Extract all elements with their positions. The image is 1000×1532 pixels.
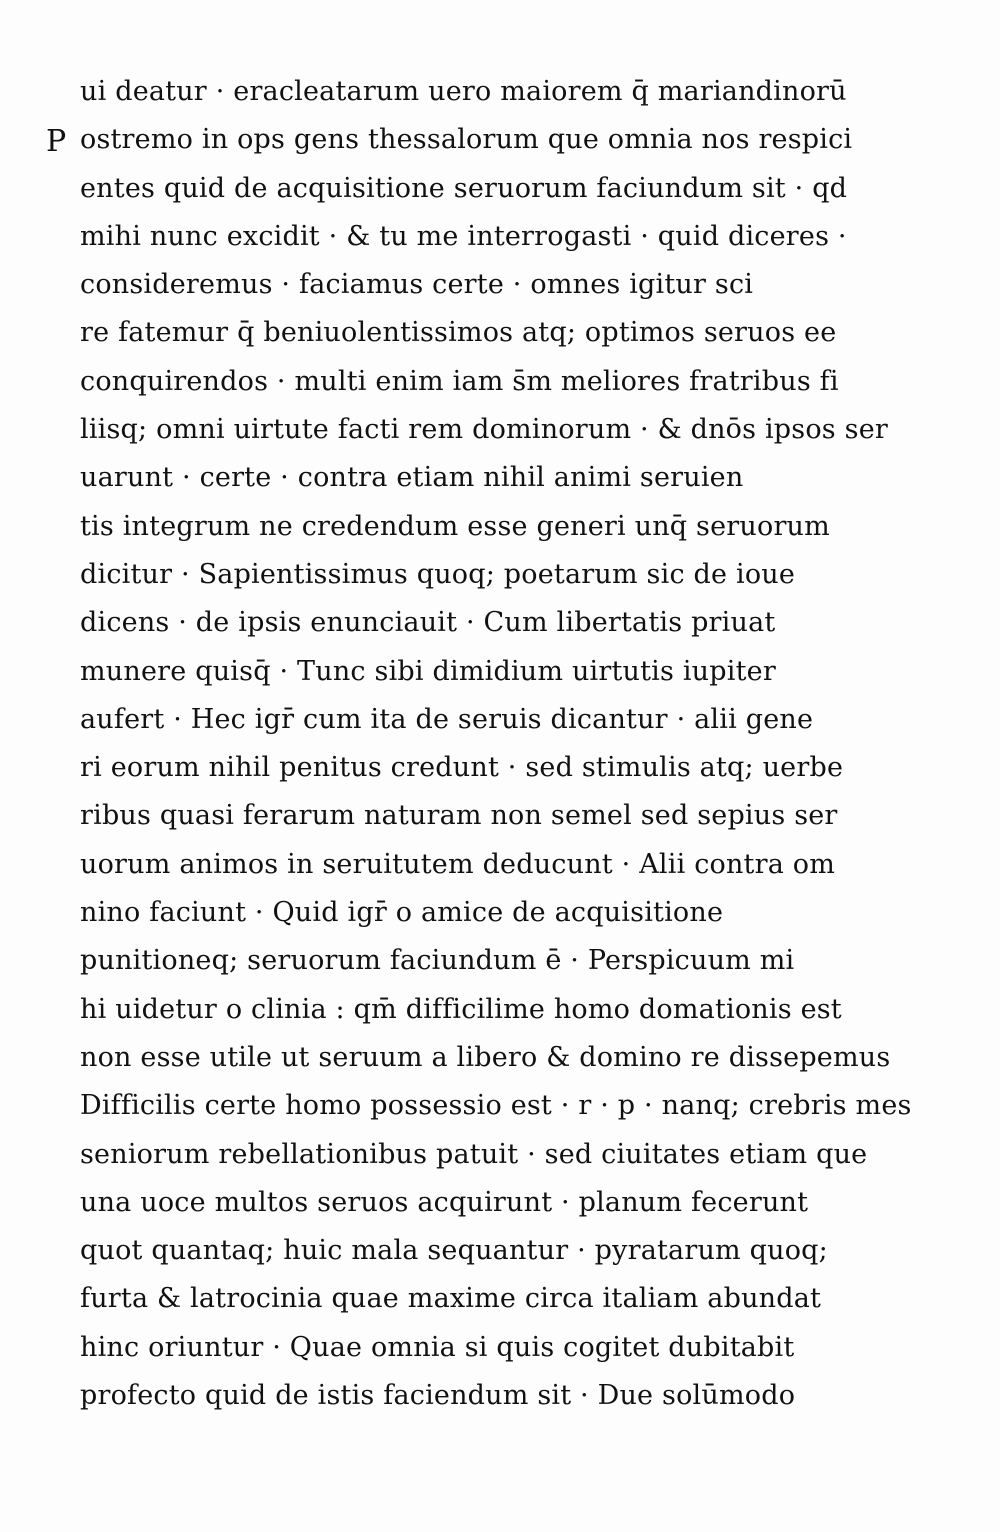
text-line: hi uidetur o clinia : qm̄ difficilime homo domationis est: [80, 993, 842, 1025]
text-line: punitioneq; seruorum faciundum ē · Perspicuum mi: [80, 945, 795, 977]
text-line: nino faciunt · Quid igr̄ o amice de acquisitione: [80, 897, 724, 929]
text-line: furta & latrocinia quae maxime circa italiam abundat: [80, 1283, 822, 1315]
text-line: uorum animos in seruitutem deducunt · Alii contra om: [80, 848, 836, 880]
text-line: uarunt · certe · contra etiam nihil animi seruien: [80, 462, 744, 494]
margin-initial: P: [46, 124, 67, 159]
text-line: ostremo in ops gens thessalorum que omnia nos respici: [80, 124, 853, 156]
text-line: re fatemur q̄ beniuolentissimos atq; optimos seruos ee: [80, 317, 837, 349]
text-line: mihi nunc excidit · & tu me interrogasti · quid diceres ·: [80, 220, 847, 252]
text-line: consideremus · faciamus certe · omnes igitur sci: [80, 269, 754, 301]
text-line: quot quantaq; huic mala sequantur · pyratarum quoq;: [80, 1235, 828, 1267]
text-line: conquirendos · multi enim iam s̄m meliores fratribus fi: [80, 365, 839, 397]
text-line: liisq; omni uirtute facti rem dominorum · & dnōs ipsos ser: [80, 414, 888, 446]
text-line: ri eorum nihil penitus credunt · sed stimulis atq; uerbe: [80, 752, 844, 784]
text-line: dicens · de ipsis enunciauit · Cum libertatis priuat: [80, 607, 776, 639]
text-line: dicitur · Sapientissimus quoq; poetarum sic de ioue: [80, 558, 796, 590]
text-line: seniorum rebellationibus patuit · sed ciuitates etiam que: [80, 1138, 868, 1170]
text-line: entes quid de acquisitione seruorum faciundum sit · qd: [80, 172, 848, 204]
text-line: tis integrum ne credendum esse generi unq̄ seruorum: [80, 510, 830, 542]
text-line: ui deatur · eracleatarum uero maiorem q̄ mariandinorū: [80, 76, 847, 107]
text-line: aufert · Hec igr̄ cum ita de seruis dicantur · alii gene: [80, 703, 814, 735]
text-line: una uoce multos seruos acquirunt · planum fecerunt: [80, 1186, 809, 1218]
text-line: hinc oriuntur · Quae omnia si quis cogitet dubitabit: [80, 1331, 795, 1363]
text-line: non esse utile ut seruum a libero & domino re dissepemus: [80, 1041, 891, 1073]
text-line: munere quisq̄ · Tunc sibi dimidium uirtutis iupiter: [80, 655, 776, 687]
text-line: Difficilis certe homo possessio est · r · p · nanq; crebris mes: [80, 1090, 912, 1122]
manuscript-text-block: [80, 68, 940, 1420]
text-line: ribus quasi ferarum naturam non semel sed sepius ser: [80, 800, 838, 832]
text-line: profecto quid de istis faciendum sit · Due solūmodo: [80, 1380, 796, 1412]
